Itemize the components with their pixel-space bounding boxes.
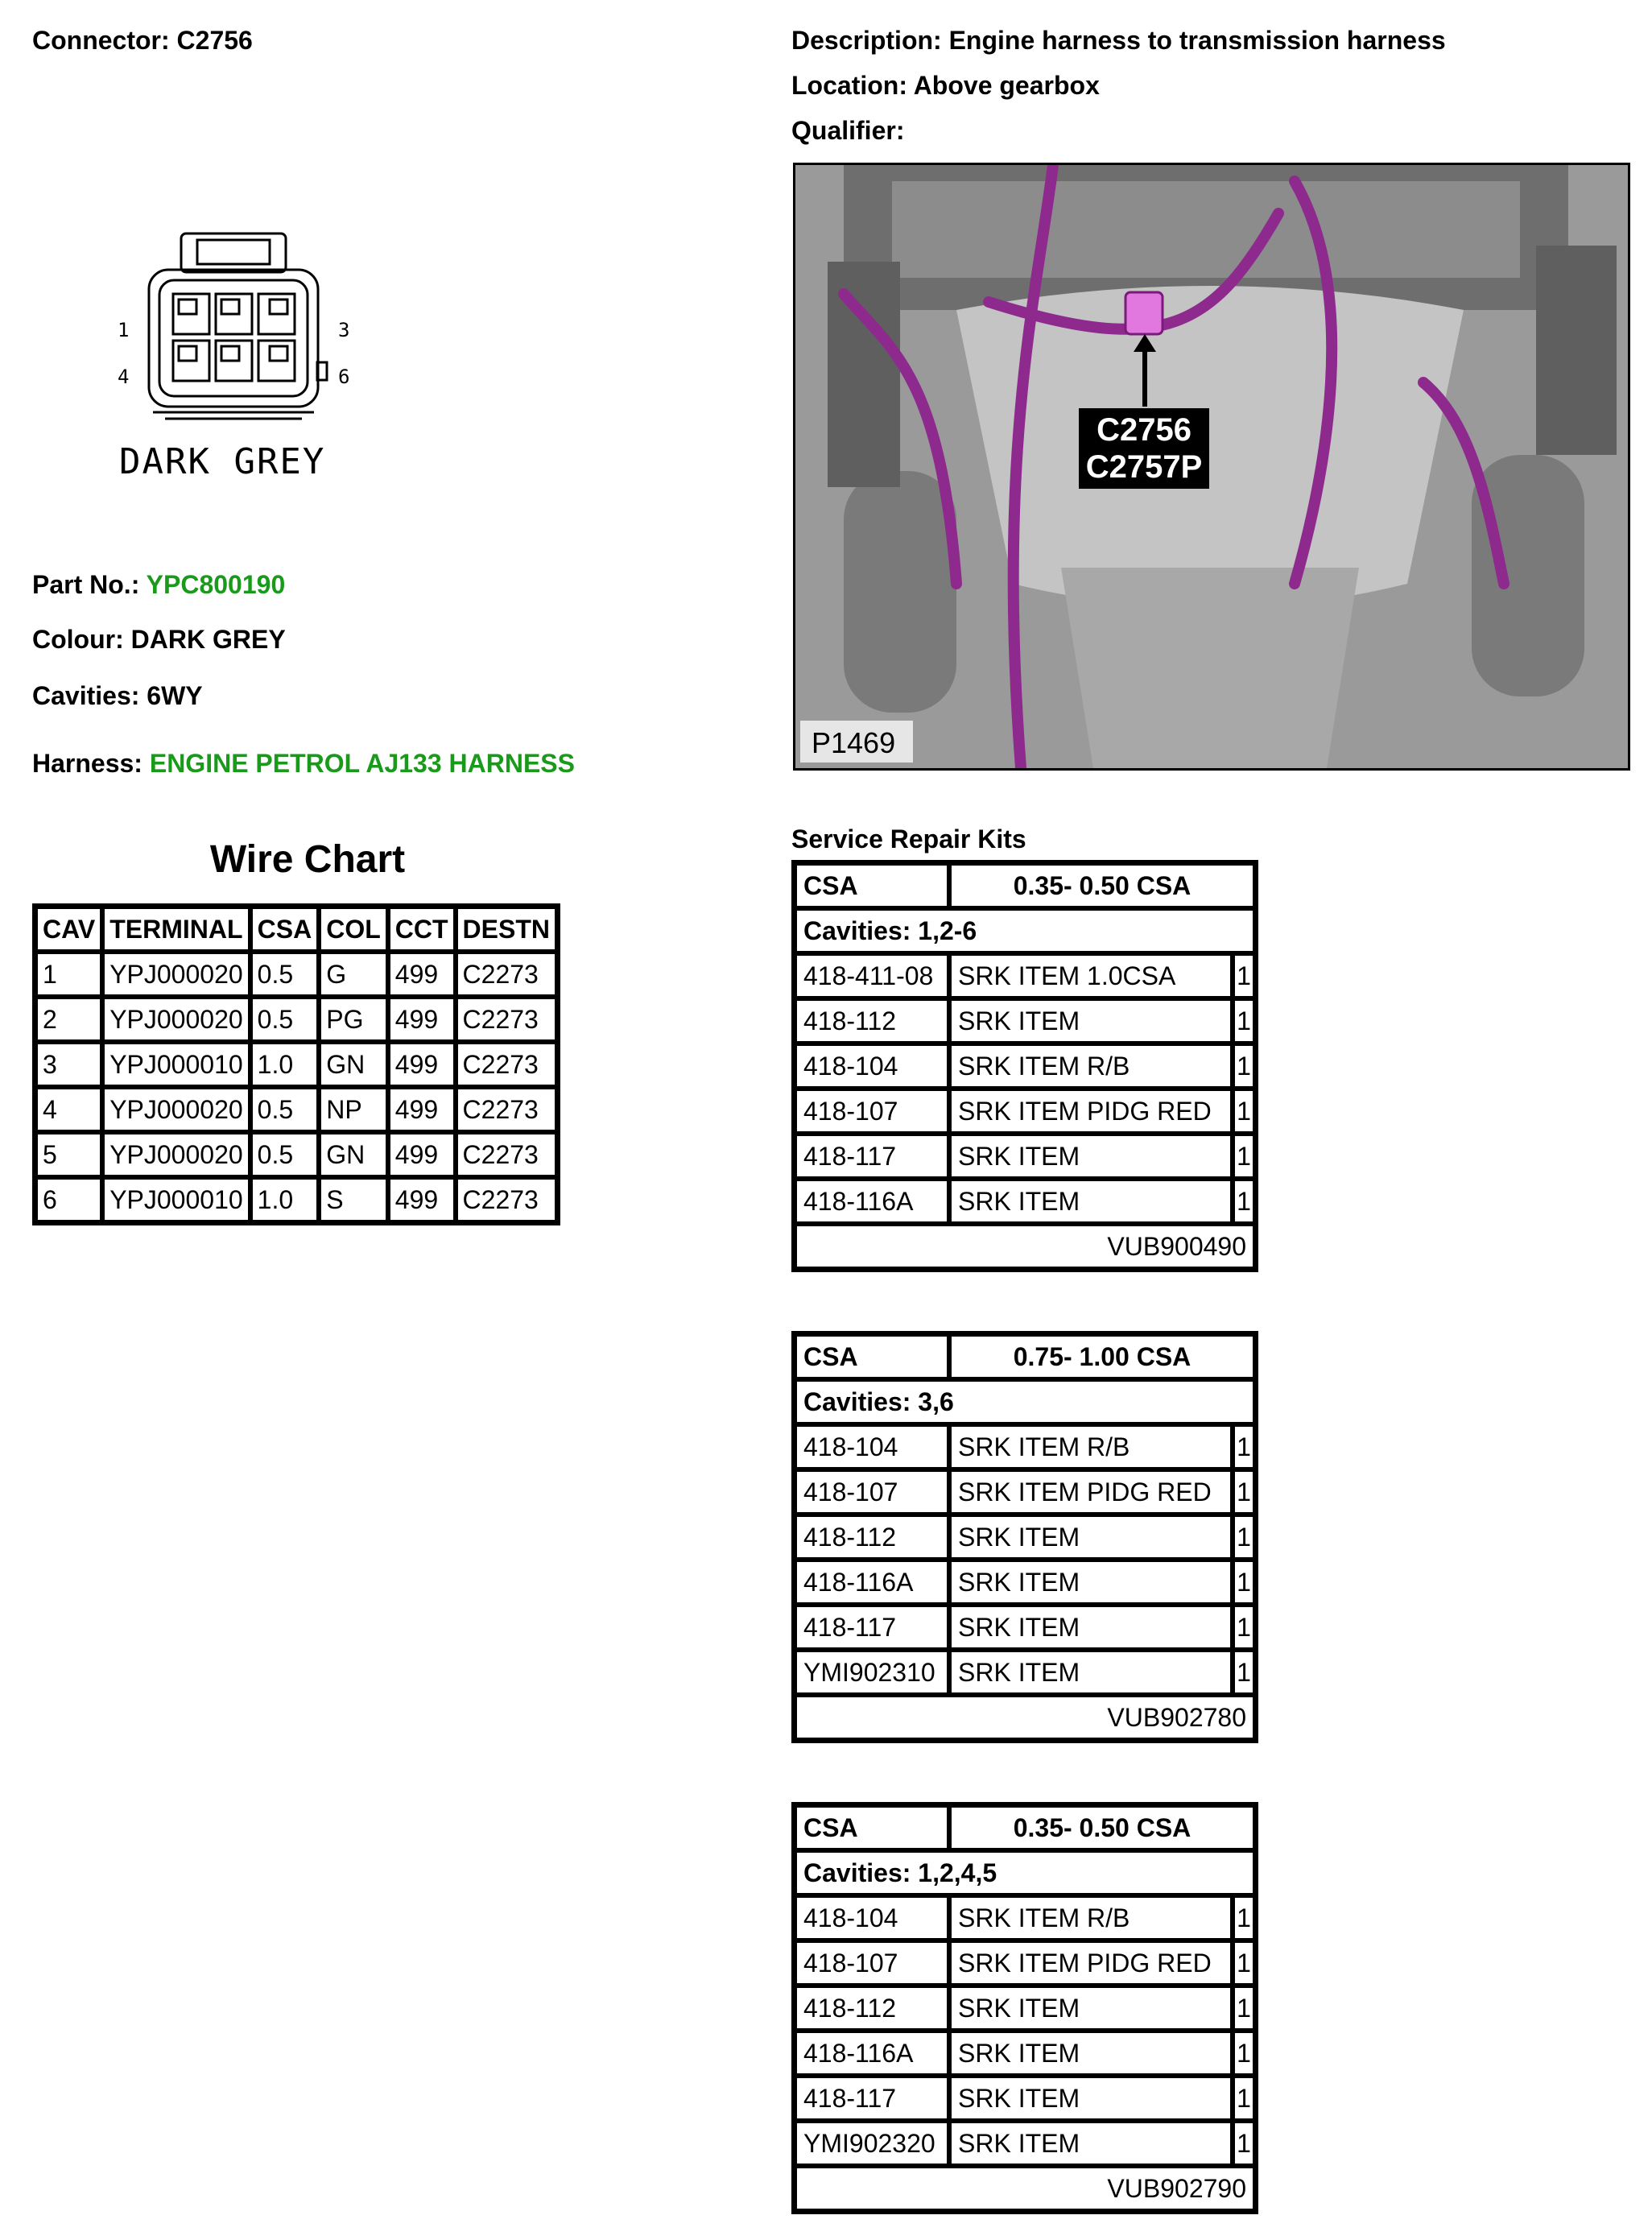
srk-kit-row	[795, 1224, 1255, 1269]
cell-csa: 0.5	[250, 1087, 320, 1132]
cell-cct: 499	[388, 1042, 456, 1087]
srk-item-part: 418-107	[795, 1469, 949, 1515]
cell-cct: 499	[388, 952, 456, 997]
harness-value: ENGINE PETROL AJ133 HARNESS	[149, 749, 575, 778]
cell-cct: 499	[388, 997, 456, 1042]
srk-item-desc: SRK ITEM	[949, 2076, 1233, 2121]
srk-item-desc: SRK ITEM	[949, 1650, 1233, 1695]
srk-item-qty: 1	[1233, 1424, 1255, 1469]
cell-destn: C2273	[456, 1132, 557, 1177]
srk-item-part: 418-117	[795, 1605, 949, 1650]
srk-item-desc: SRK ITEM	[949, 998, 1233, 1044]
srk-item-part: 418-411-08	[795, 953, 949, 998]
srk-item-part: 418-112	[795, 998, 949, 1044]
srk-kit-number: VUB902790	[795, 2166, 1255, 2211]
srk-item-qty: 1	[1233, 1089, 1255, 1134]
srk-item-part: 418-104	[795, 1424, 949, 1469]
cell-csa: 1.0	[250, 1042, 320, 1087]
header-csa: CSA	[250, 907, 320, 952]
table-row	[35, 997, 557, 1042]
srk-item-qty: 1	[1233, 998, 1255, 1044]
cell-destn: C2273	[456, 1042, 557, 1087]
table-row	[35, 952, 557, 997]
cell-cav: 5	[35, 1132, 102, 1177]
wire-chart-table	[32, 903, 560, 1225]
srk-table	[791, 1331, 1258, 1743]
srk-item-part: 418-112	[795, 1986, 949, 2031]
cell-cct: 499	[388, 1177, 456, 1222]
srk-item-row	[795, 1179, 1255, 1224]
cell-col: S	[319, 1177, 388, 1222]
srk-kit	[791, 1331, 1258, 1743]
cell-terminal: YPJ000020	[102, 1087, 250, 1132]
srk-csa-label: CSA	[795, 863, 949, 908]
cell-col: NP	[319, 1087, 388, 1132]
connector-value: C2756	[176, 26, 253, 55]
cell-cav: 3	[35, 1042, 102, 1087]
cell-destn: C2273	[456, 952, 557, 997]
srk-item-qty: 1	[1233, 1179, 1255, 1224]
header-cct: CCT	[388, 907, 456, 952]
cell-cav: 6	[35, 1177, 102, 1222]
srk-item-qty: 1	[1233, 1515, 1255, 1560]
srk-item-row	[795, 2121, 1255, 2166]
qualifier-label: Qualifier:	[791, 116, 905, 145]
srk-item-qty: 1	[1233, 1940, 1255, 1986]
cavities-field	[32, 681, 203, 711]
description-field	[791, 26, 1446, 56]
srk-item-desc: SRK ITEM PIDG RED	[949, 1089, 1233, 1134]
colour-label: Colour:	[32, 625, 124, 654]
harness-field	[32, 749, 575, 779]
cell-csa: 0.5	[250, 997, 320, 1042]
location-value: Above gearbox	[913, 71, 1100, 100]
header-col: COL	[319, 907, 388, 952]
srk-item-part: 418-116A	[795, 2031, 949, 2076]
cell-destn: C2273	[456, 997, 557, 1042]
cell-col: G	[319, 952, 388, 997]
table-row	[35, 1177, 557, 1222]
part-no-value: YPC800190	[146, 570, 286, 599]
srk-item-desc: SRK ITEM	[949, 1605, 1233, 1650]
srk-item-desc: SRK ITEM	[949, 1179, 1233, 1224]
cell-cav: 4	[35, 1087, 102, 1132]
srk-csa-range: 0.75- 1.00 CSA	[949, 1334, 1255, 1379]
srk-cavities-row	[795, 908, 1255, 953]
wire-chart	[32, 903, 560, 1225]
srk-item-part: 418-112	[795, 1515, 949, 1560]
colour-field	[32, 625, 286, 655]
engine-photo-image	[795, 165, 1628, 768]
srk-item-part: YMI902320	[795, 2121, 949, 2166]
cell-csa: 0.5	[250, 1132, 320, 1177]
header-terminal: TERMINAL	[102, 907, 250, 952]
srk-title: Service Repair Kits	[791, 825, 1026, 853]
srk-cavities: Cavities: 3,6	[795, 1379, 1255, 1424]
drawing-colour-label: DARK GREY	[119, 441, 326, 482]
srk-item-qty: 1	[1233, 1895, 1255, 1940]
srk-item-qty: 1	[1233, 1986, 1255, 2031]
location-label: Location:	[791, 71, 907, 100]
srk-item-part: 418-104	[795, 1895, 949, 1940]
pin-6-label: 6	[338, 366, 350, 388]
srk-item-desc: SRK ITEM	[949, 1134, 1233, 1179]
srk-cavities-row	[795, 1379, 1255, 1424]
srk-item-qty: 1	[1233, 2076, 1255, 2121]
cell-terminal: YPJ000020	[102, 952, 250, 997]
srk-item-desc: SRK ITEM R/B	[949, 1424, 1233, 1469]
location-photo	[793, 163, 1630, 771]
connector-face-icon	[105, 225, 370, 443]
srk-item-row	[795, 1089, 1255, 1134]
srk-item-desc: SRK ITEM R/B	[949, 1895, 1233, 1940]
srk-item-desc: SRK ITEM	[949, 1515, 1233, 1560]
srk-item-row	[795, 953, 1255, 998]
srk-csa-label: CSA	[795, 1805, 949, 1850]
description-value: Engine harness to transmission harness	[948, 26, 1446, 55]
cell-terminal: YPJ000020	[102, 997, 250, 1042]
srk-item-row	[795, 2031, 1255, 2076]
srk-item-row	[795, 1134, 1255, 1179]
cavities-value: 6WY	[147, 681, 203, 710]
srk-item-qty: 1	[1233, 1650, 1255, 1695]
srk-cavities-row	[795, 1850, 1255, 1895]
srk-item-row	[795, 1940, 1255, 1986]
cell-cav: 1	[35, 952, 102, 997]
cell-csa: 0.5	[250, 952, 320, 997]
srk-item-part: 418-104	[795, 1044, 949, 1089]
srk-item-part: 418-117	[795, 2076, 949, 2121]
wire-chart-title: Wire Chart	[209, 838, 406, 881]
srk-item-desc: SRK ITEM PIDG RED	[949, 1469, 1233, 1515]
header-destn: DESTN	[456, 907, 557, 952]
srk-kit-number: VUB902780	[795, 1695, 1255, 1740]
srk-cavities: Cavities: 1,2-6	[795, 908, 1255, 953]
srk-csa-range: 0.35- 0.50 CSA	[949, 1805, 1255, 1850]
srk-item-desc: SRK ITEM 1.0CSA	[949, 953, 1233, 998]
srk-item-part: 418-117	[795, 1134, 949, 1179]
srk-kit-row	[795, 1695, 1255, 1740]
srk-item-row	[795, 1424, 1255, 1469]
table-row	[35, 1087, 557, 1132]
cell-destn: C2273	[456, 1087, 557, 1132]
qualifier-field	[791, 116, 904, 146]
srk-item-row	[795, 998, 1255, 1044]
table-row	[35, 1042, 557, 1087]
srk-item-row	[795, 1515, 1255, 1560]
colour-value: DARK GREY	[130, 625, 286, 654]
srk-item-qty: 1	[1233, 1134, 1255, 1179]
srk-item-qty: 1	[1233, 2031, 1255, 2076]
description-label: Description:	[791, 26, 942, 55]
srk-item-desc: SRK ITEM	[949, 1560, 1233, 1605]
srk-csa-range: 0.35- 0.50 CSA	[949, 863, 1255, 908]
cell-col: GN	[319, 1042, 388, 1087]
cell-cav: 2	[35, 997, 102, 1042]
srk-csa-row	[795, 863, 1255, 908]
cell-col: PG	[319, 997, 388, 1042]
table-row	[35, 1132, 557, 1177]
srk-kit-number: VUB900490	[795, 1224, 1255, 1269]
cell-csa: 1.0	[250, 1177, 320, 1222]
srk-item-part: 418-107	[795, 1089, 949, 1134]
srk-item-row	[795, 1605, 1255, 1650]
srk-item-row	[795, 1469, 1255, 1515]
srk-item-row	[795, 1044, 1255, 1089]
cell-terminal: YPJ000010	[102, 1042, 250, 1087]
connector-face-drawing	[105, 225, 370, 483]
srk-item-desc: SRK ITEM	[949, 2031, 1233, 2076]
connector-field	[32, 26, 253, 56]
srk-item-row	[795, 1895, 1255, 1940]
srk-item-desc: SRK ITEM R/B	[949, 1044, 1233, 1089]
part-no-label: Part No.:	[32, 570, 140, 599]
header-cav: CAV	[35, 907, 102, 952]
srk-item-qty: 1	[1233, 2121, 1255, 2166]
srk-csa-row	[795, 1334, 1255, 1379]
srk-csa-label: CSA	[795, 1334, 949, 1379]
pin-4-label: 4	[118, 366, 130, 388]
srk-table	[791, 860, 1258, 1272]
cell-destn: C2273	[456, 1177, 557, 1222]
harness-label: Harness:	[32, 749, 142, 778]
srk-item-row	[795, 1650, 1255, 1695]
srk-item-desc: SRK ITEM PIDG RED	[949, 1940, 1233, 1986]
pin-1-label: 1	[118, 319, 130, 341]
photo-callout-c2756: C2756	[1097, 412, 1192, 448]
srk-item-desc: SRK ITEM	[949, 1986, 1233, 2031]
cell-cct: 499	[388, 1132, 456, 1177]
srk-item-qty: 1	[1233, 1560, 1255, 1605]
srk-cavities: Cavities: 1,2,4,5	[795, 1850, 1255, 1895]
pin-3-label: 3	[338, 319, 350, 341]
srk-item-part: 418-116A	[795, 1560, 949, 1605]
part-no-field	[32, 570, 285, 600]
wire-chart-header-row	[35, 907, 557, 952]
srk-item-qty: 1	[1233, 1044, 1255, 1089]
srk-item-part: 418-116A	[795, 1179, 949, 1224]
cell-terminal: YPJ000010	[102, 1177, 250, 1222]
srk-item-qty: 1	[1233, 1605, 1255, 1650]
srk-item-row	[795, 1560, 1255, 1605]
srk-kit	[791, 1802, 1258, 2214]
srk-item-row	[795, 1986, 1255, 2031]
srk-kit-row	[795, 2166, 1255, 2211]
srk-item-desc: SRK ITEM	[949, 2121, 1233, 2166]
cell-col: GN	[319, 1132, 388, 1177]
srk-csa-row	[795, 1805, 1255, 1850]
srk-table	[791, 1802, 1258, 2214]
photo-ref: P1469	[812, 726, 896, 759]
srk-item-row	[795, 2076, 1255, 2121]
srk-item-part: 418-107	[795, 1940, 949, 1986]
cell-terminal: YPJ000020	[102, 1132, 250, 1177]
photo-callout-c2757p: C2757P	[1085, 449, 1203, 485]
connector-label: Connector:	[32, 26, 170, 55]
cell-cct: 499	[388, 1087, 456, 1132]
location-field	[791, 71, 1100, 101]
srk-item-part: YMI902310	[795, 1650, 949, 1695]
srk-item-qty: 1	[1233, 953, 1255, 998]
srk-item-qty: 1	[1233, 1469, 1255, 1515]
cavities-label: Cavities:	[32, 681, 140, 710]
srk-kit	[791, 860, 1258, 1272]
